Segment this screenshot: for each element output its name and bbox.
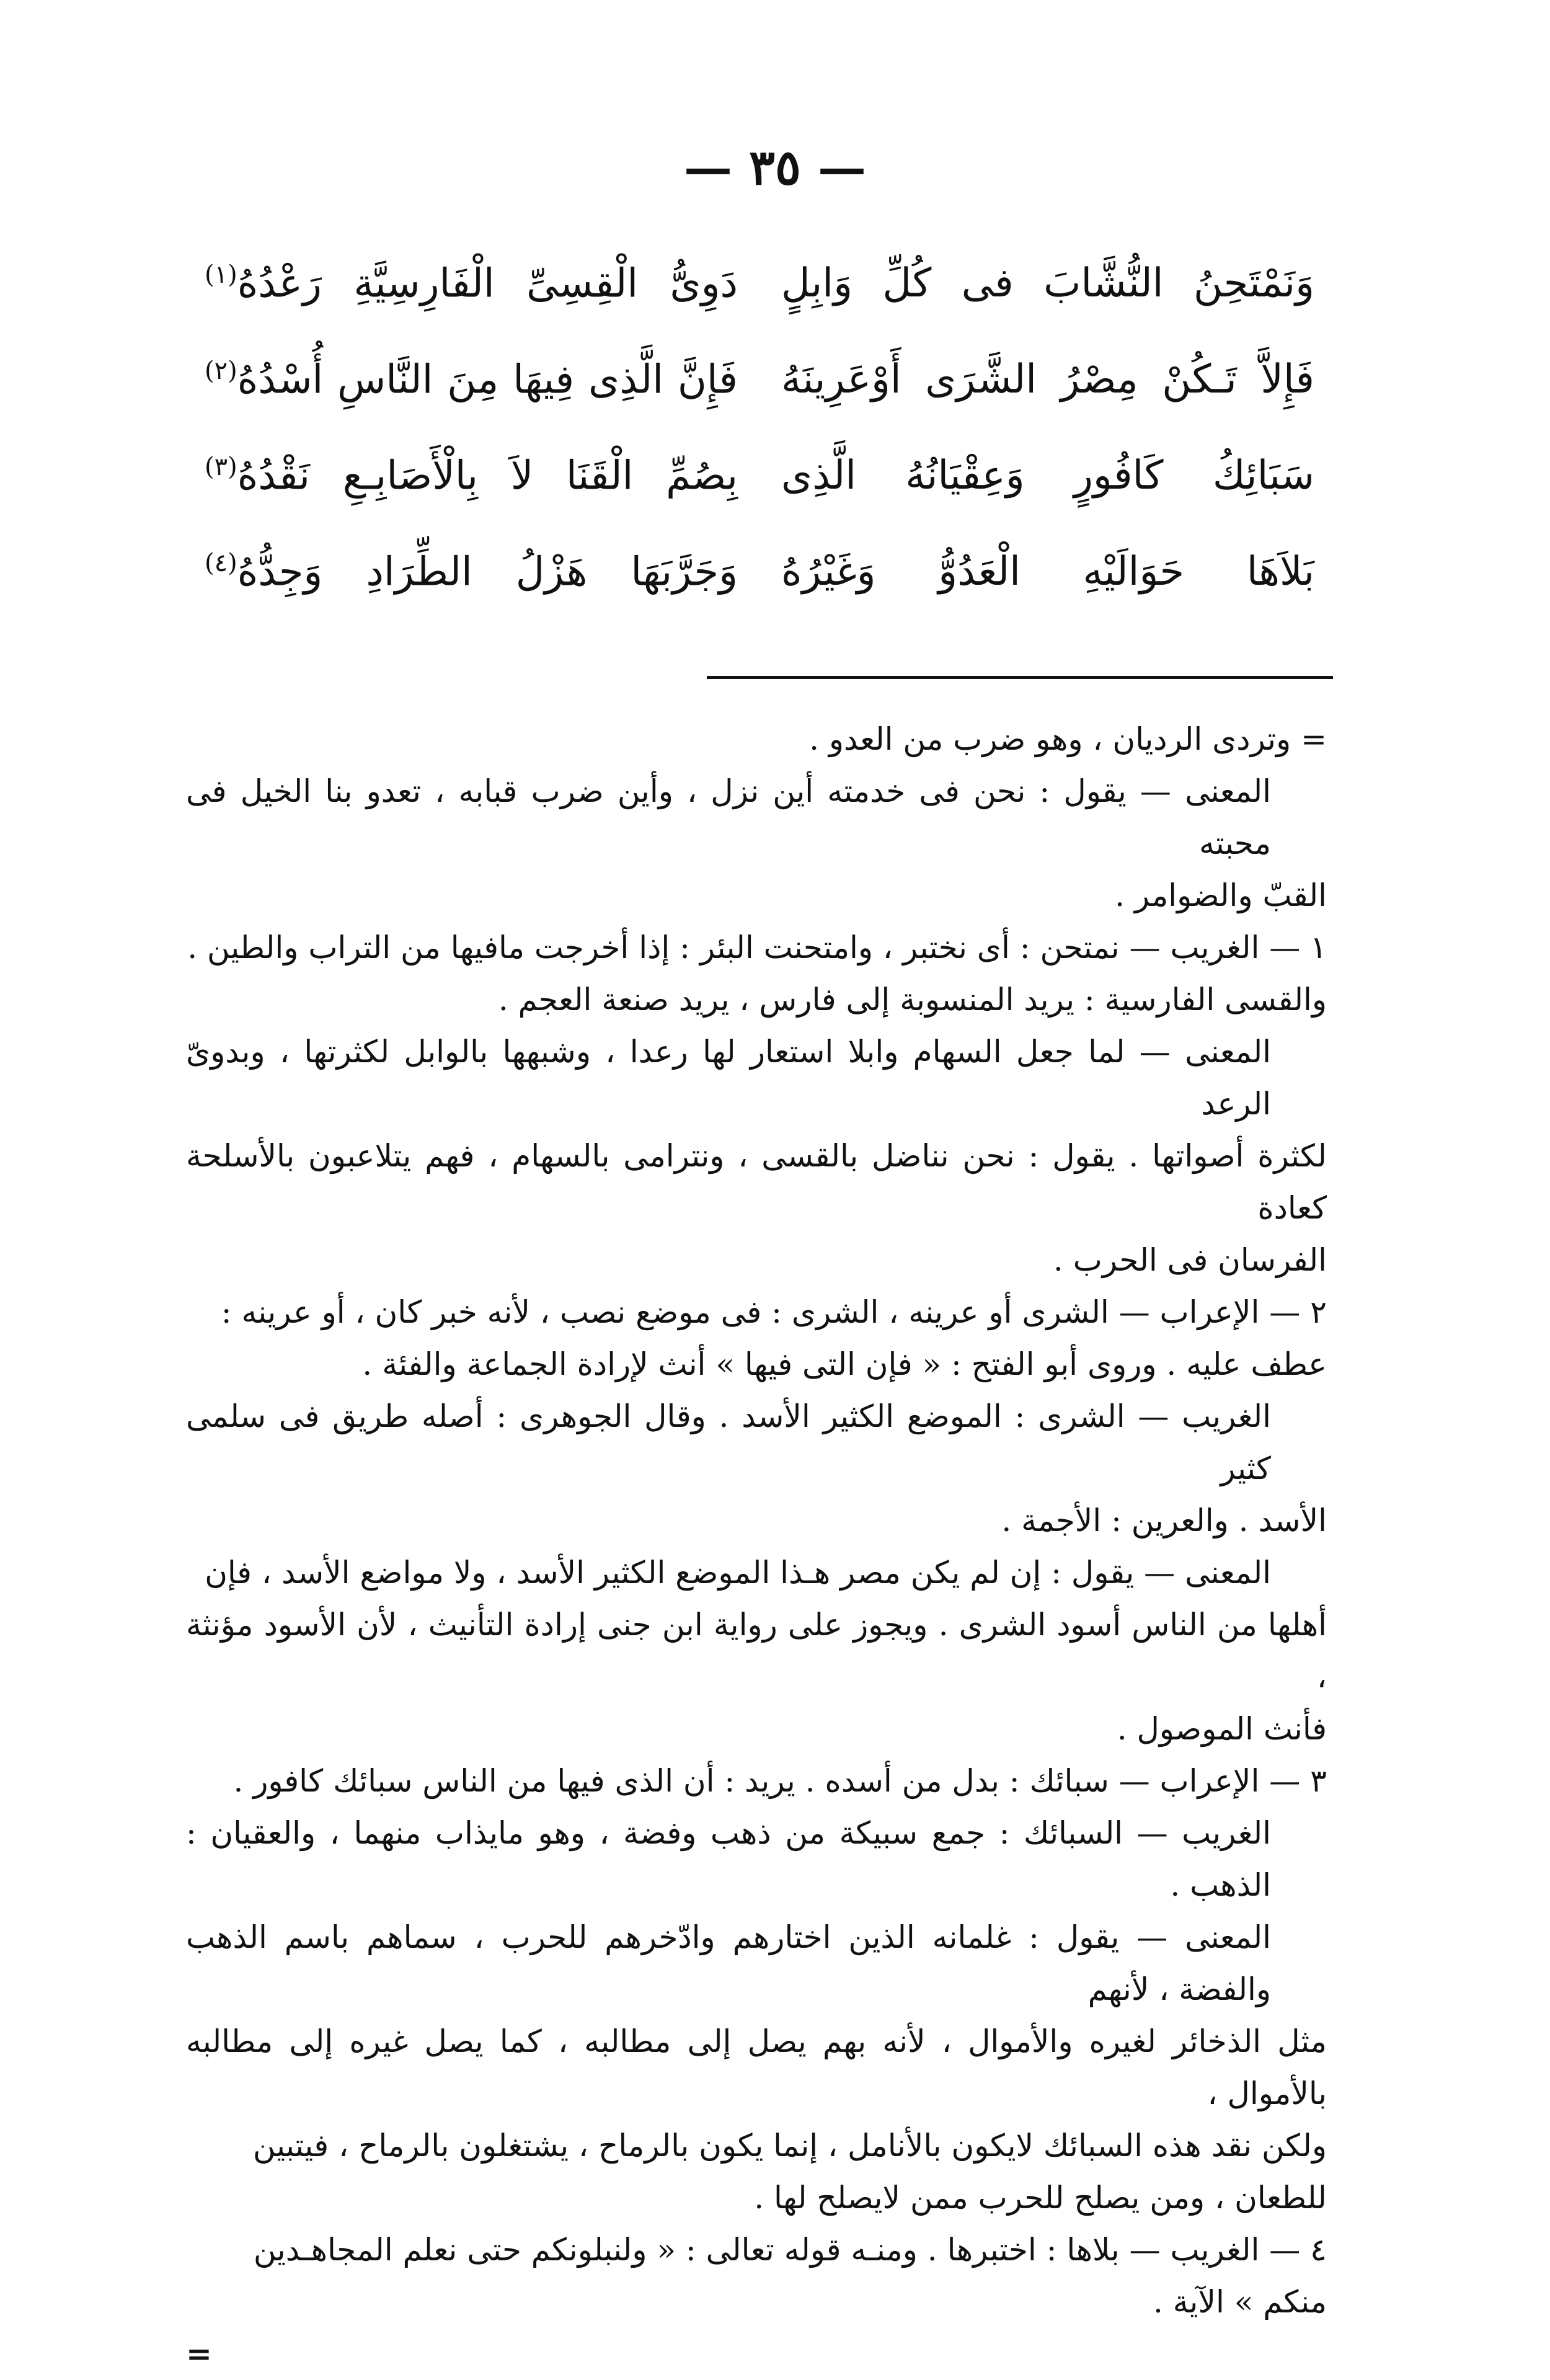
footnote-ref: (١) bbox=[205, 260, 237, 289]
verse-second-text: دَوِىُّ الْقِسِىِّ الْفَارِسِيَّةِ رَعْدُهُ bbox=[237, 260, 738, 307]
commentary-line: الفرسان فى الحرب . bbox=[1053, 1242, 1327, 1278]
verse-second-hemistich bbox=[205, 356, 738, 404]
commentary-line: المعنى — يقول : نحن فى خدمته أين نزل ، وأين ضرب قبابه ، تعدو بنا الخيل فى محبته bbox=[186, 773, 1271, 861]
verse-first-hemistich: سَبَائِكُ كَافُورٍ وَعِقْيَانُهُ الَّذِى bbox=[781, 453, 1314, 499]
continuation-mark: = bbox=[186, 2335, 212, 2372]
verse bbox=[205, 236, 1314, 332]
verse bbox=[205, 332, 1314, 428]
verse-second-text: وَجَرَّبَهَا هَزْلُ الطِّرَادِ وَجِدُّهُ bbox=[237, 549, 738, 595]
commentary-line: للطعان ، ومن يصلح للحرب ممن لايصلح لها . bbox=[754, 2180, 1327, 2216]
commentary-line: الغريب — الشرى : الموضع الكثير الأسد . وقال الجوهرى : أصله طريق فى سلمى كثير bbox=[186, 1398, 1271, 1486]
footnote-ref: (٤) bbox=[205, 548, 237, 577]
commentary-line: عطف عليه . وروى أبو الفتح : « فإن التى فيها » أنث لإرادة الجماعة والفئة . bbox=[362, 1346, 1327, 1382]
poem-verses bbox=[205, 236, 1314, 620]
commentary-line: ١ — الغريب — نمتحن : أى نختبر ، وامتحنت البئر : إذا أخرجت مافيها من التراب والطين . bbox=[187, 930, 1327, 966]
verse-second-text: بِصُمِّ الْقَنَا لاَ بِالْأَصَابِـعِ نَقْدُهُ bbox=[237, 453, 738, 499]
commentary-line: المعنى — يقول : إن لم يكن مصر هـذا الموضع الكثير الأسد ، ولا مواضع الأسد ، فإن bbox=[205, 1555, 1271, 1591]
commentary-line: = وتردى الرديان ، وهو ضرب من العدو . bbox=[809, 721, 1327, 757]
verse-first-hemistich: بَلاَهَا حَوَالَيْهِ الْعَدُوُّ وَغَيْرُهُ bbox=[781, 549, 1314, 595]
commentary-line: منكم » الآية . bbox=[1153, 2284, 1327, 2320]
commentary-line: لكثرة أصواتها . يقول : نحن نناضل بالقسى ، ونترامى بالسهام ، فهم يتلاعبون بالأسلحة كعادة bbox=[186, 1138, 1327, 1226]
commentary-line: والقسى الفارسية : يريد المنسوبة إلى فارس ، يريد صنعة العجم . bbox=[498, 982, 1327, 1018]
verse bbox=[205, 428, 1314, 524]
commentary-line: الغريب — السبائك : جمع سبيكة من ذهب وفضة ، وهو مايذاب منهما ، والعقيان : الذهب . bbox=[186, 1815, 1271, 1903]
verse-first-hemistich: فَإِلاَّ تَـكُنْ مِصْرُ الشَّرَى أَوْعَرِينَهُ bbox=[781, 357, 1314, 403]
footnote-divider bbox=[707, 676, 1333, 679]
page-number: — ٣٥ — bbox=[683, 140, 867, 196]
verse-second-hemistich bbox=[205, 260, 738, 308]
commentary-line: مثل الذخائر لغيره والأموال ، لأنه بهم يصل إلى مطالبه ، كما يصل غيره إلى مطالبه بالأموال ، bbox=[186, 2023, 1327, 2111]
commentary-line: المعنى — لما جعل السهام وابلا استعار لها رعدا ، وشبهها بالوابل لكثرتها ، وبدوىّ الرعد bbox=[186, 1034, 1271, 1122]
verse-first-hemistich: وَنَمْتَحِنُ النُّشَّابَ فى كُلِّ وَابِلٍ bbox=[781, 260, 1314, 307]
verse-second-hemistich bbox=[205, 452, 738, 500]
commentary-line: ٤ — الغريب — بلاها : اختبرها . ومنـه قوله تعالى : « ولنبلونكم حتى نعلم المجاهـدين bbox=[253, 2232, 1327, 2268]
commentary-notes bbox=[186, 713, 1327, 2380]
footnote-ref: (٣) bbox=[205, 452, 237, 481]
commentary-line: القبّ والضوامر . bbox=[1115, 877, 1327, 913]
commentary-line: ٣ — الإعراب — سبائك : بدل من أسده . يريد : أن الذى فيها من الناس سبائك كافور . bbox=[233, 1763, 1327, 1799]
commentary-line: ولكن نقد هذه السبائك لايكون بالأنامل ، إنما يكون بالرماح ، يشتغلون بالرماح ، فيتبين bbox=[252, 2128, 1327, 2164]
commentary-line: الأسد . والعرين : الأجمة . bbox=[1001, 1503, 1327, 1539]
verse-second-hemistich bbox=[205, 548, 738, 596]
commentary-line: المعنى — يقول : غلمانه الذين اختارهم وادّخرهم للحرب ، سماهم باسم الذهب والفضة ، لأنهم bbox=[186, 1919, 1271, 2007]
commentary-line: ٢ — الإعراب — الشرى أو عرينه ، الشرى : فى موضع نصب ، لأنه خبر كان ، أو عرينه : bbox=[221, 1294, 1327, 1330]
commentary-line: فأنث الموصول . bbox=[1117, 1711, 1327, 1747]
commentary-line: أهلها من الناس أسود الشرى . ويجوز على رواية ابن جنى إرادة التأنيث ، لأن الأسود مؤنثة ، bbox=[186, 1607, 1327, 1695]
footnote-ref: (٢) bbox=[205, 356, 237, 385]
verse-second-text: فَإِنَّ الَّذِى فِيهَا مِنَ النَّاسِ أُسْدُهُ bbox=[237, 357, 738, 403]
verse bbox=[205, 524, 1314, 620]
